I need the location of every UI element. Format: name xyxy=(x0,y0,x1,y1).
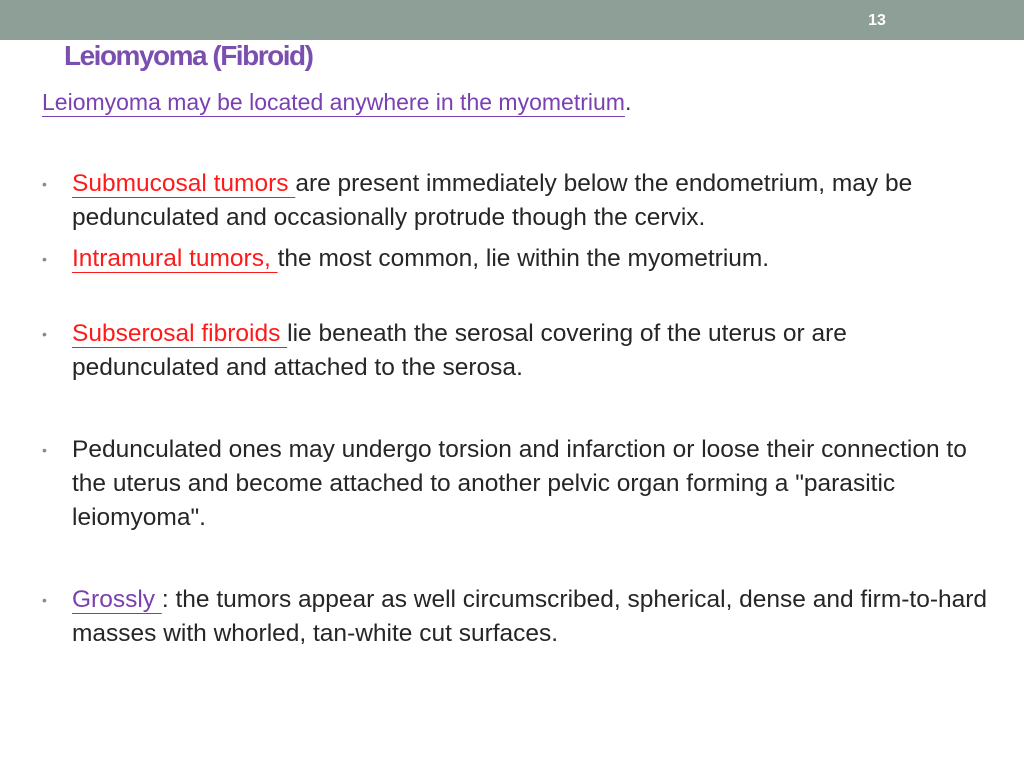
bullet-subserosal xyxy=(42,317,992,385)
term-link-subserosal[interactable]: Subserosal fibroids xyxy=(72,320,288,347)
bullet-grossly xyxy=(42,583,992,651)
intro-link[interactable]: Leiomyoma may be located anywhere in the myometrium xyxy=(42,89,625,115)
bullet-text: lie beneath the serosal covering of the uterus or are pedunculated and attached to the serosa. xyxy=(72,320,847,381)
term-link-submucosal[interactable]: Submucosal tumors xyxy=(72,170,296,197)
bullet-list xyxy=(42,167,992,651)
bullet-dot-icon: • xyxy=(42,326,47,342)
bullet-intramural xyxy=(42,242,992,276)
intro-line xyxy=(42,86,631,118)
bullet-dot-icon: • xyxy=(42,442,47,458)
term-link-grossly[interactable]: Grossly xyxy=(72,586,162,613)
bullet-text: : the tumors appear as well circumscribed, spherical, dense and firm-to-hard masses with whorled, tan-white cut surfaces. xyxy=(72,586,988,647)
bullet-dot-icon: • xyxy=(42,176,47,192)
bullet-dot-icon: • xyxy=(42,592,47,608)
slide-title: Leiomyoma (Fibroid) xyxy=(64,40,313,71)
intro-suffix: . xyxy=(624,89,632,115)
bullet-text: Pedunculated ones may undergo torsion and infarction or loose their connection to the uterus and become attached to another pelvic organ forming a "parasitic leiomyoma". xyxy=(72,436,967,531)
bullet-submucosal xyxy=(42,167,992,235)
bullet-pedunculated xyxy=(42,433,992,535)
bullet-text: are present immediately below the endometrium, may be pedunculated and occasionally protrude though the cervix. xyxy=(72,170,913,231)
term-link-intramural[interactable]: Intramural tumors, xyxy=(72,245,278,272)
bullet-text: the most common, lie within the myometrium. xyxy=(277,245,770,272)
slide-number: 13 xyxy=(868,12,886,29)
bullet-dot-icon: • xyxy=(42,251,47,267)
header-bar xyxy=(0,0,1024,40)
